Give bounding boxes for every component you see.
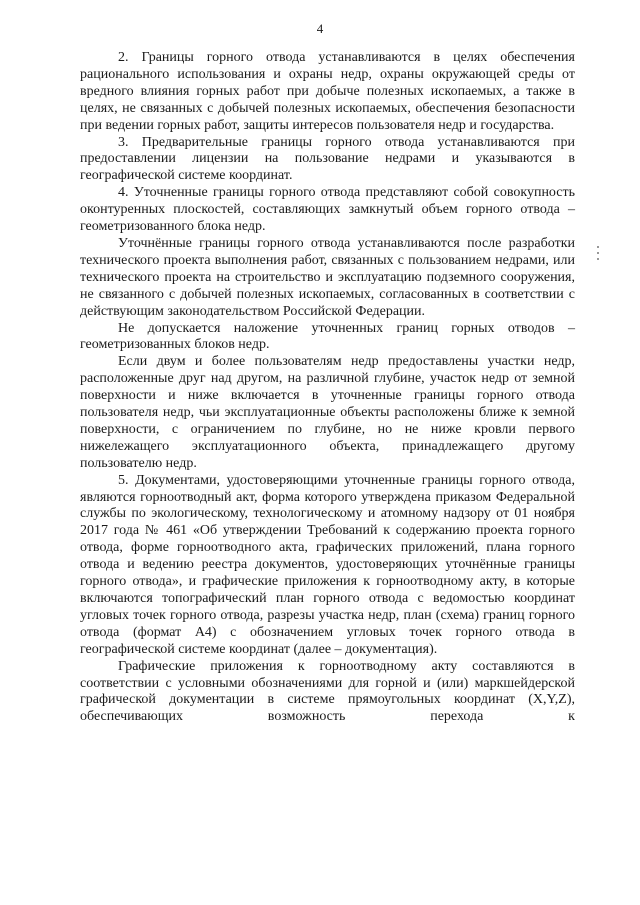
paragraph-5-documents: 5. Документами, удостоверяющими уточненные границы горного отвода, являются горноотводный акт, форма которого утверждена приказом Федеральной службы по экологическому, технологическому и атомному надзору от 01 ноября 2017 года № 461 «Об утверждении Требований к содержанию проекта горного отвода, форме горноотводного акта, графических приложений, плана горного отвода и ведению реестра документов, удостоверяющих уточнённые границы горного отвода», и графические приложения к горноотводному акту, в которые включаются топографический план горного отвода с ведомостью координат угловых точек горного отвода, разрезы участка недр, план (схема) границ горного отвода (формат А4) с обозначением угловых точек горного отвода в географической системе координат (далее – документация). [80,472,575,657]
paragraph-stacked-subsoil-plots: Если двум и более пользователям недр предоставлены участки недр, расположенные друг над другом, на различной глубине, участок недр от земной поверхности и ниже включается в уточненные границы горного отвода пользователя недр, чьи эксплуатационные объекты расположены ближе к земной поверхности, с ограничением по глубине, но не ниже кровли первого нижележащего эксплуатационного объекта, принадлежащего другому пользователю недр. [80,354,575,471]
paragraph-graphic-appendices: Графические приложения к горноотводному акту составляются в соответствии с условными обозначениями для горной и (или) маркшейдерской графической документации в системе прямоугольных координат (X,Y,Z), обеспечивающих возможность перехода к [80,658,575,725]
paragraph-refined-boundaries-establishment: Уточнённые границы горного отвода устанавливаются после разработки технического проекта выполнения работ, связанных с пользованием недрами, или технического проекта на строительство и эксплуатацию подземного сооружения, не связанного с добычей полезных ископаемых, согласованных в соответствии с действующим законодательством Российской Федерации. [80,235,575,319]
paragraph-no-overlap: Не допускается наложение уточненных границ горных отводов – геометризованных блоков недр. [80,320,575,353]
paragraph-4-refined-boundaries: 4. Уточненные границы горного отвода представляют собой совокупность оконтуренных плоскостей, составляющих замкнутый объем горного отвода – геометризованного блока недр. [80,185,575,235]
page-number: 4 [316,21,324,36]
document-body [80,50,575,726]
paragraph-3-preliminary-boundaries: 3. Предварительные границы горного отвода устанавливаются при предоставлении лицензии на пользование недрами и указываются в географической системе координат. [80,134,575,184]
scan-speck [597,246,599,248]
scan-speck [597,258,599,260]
scan-speck [597,252,599,254]
paragraph-2-purpose: 2. Границы горного отвода устанавливаются в целях обеспечения рационального использования и охраны недр, охраны окружающей среды от вредного влияния горных работ при добыче полезных ископаемых, а также в целях, не связанных с добычей полезных ископаемых, обеспечения безопасности при ведении горных работ, защиты интересов пользователя недр и государства. [80,50,575,133]
